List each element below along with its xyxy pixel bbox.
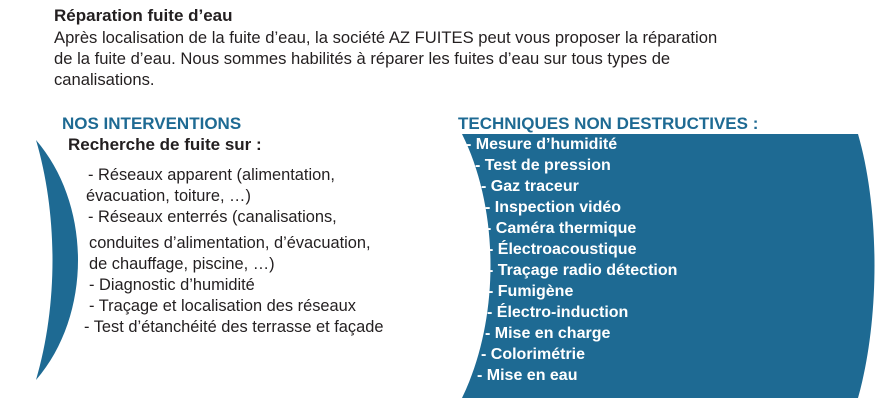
techniques-heading: TECHNIQUES NON DESTRUCTIVES : [458,114,759,133]
intro-line: canalisations. [54,70,155,89]
list-item: - Traçage radio détection [488,262,678,279]
list-item: - Mesure d’humidité [466,136,618,153]
list-item: - Électroacoustique [488,241,637,258]
list-item: - Test d’étanchéité des terrasse et façade [84,318,384,336]
section-title: Réparation fuite d’eau [54,6,233,25]
intro-line: de la fuite d’eau. Nous sommes habilités à réparer les fuites d’eau sur tous types de [54,49,671,68]
list-item: conduites d’alimentation, d’évacuation, [89,234,371,252]
interventions-heading: NOS INTERVENTIONS [62,114,242,133]
list-item: - Gaz traceur [481,178,579,195]
list-item: - Mise en eau [477,367,578,384]
intro-line: Après localisation de la fuite d’eau, la société AZ FUITES peut vous proposer la réparation [54,28,718,47]
list-item: de chauffage, piscine, …) [89,255,275,273]
list-item: - Réseaux enterrés (canalisations, [88,208,337,226]
list-item: - Colorimétrie [481,346,586,363]
interventions-subheading: Recherche de fuite sur : [68,135,262,154]
list-item: - Mise en charge [485,325,611,342]
list-item: - Réseaux apparent (alimentation, [88,166,335,184]
list-item: - Diagnostic d’humidité [89,276,255,294]
list-item: - Fumigène [488,283,574,300]
list-item: - Électro-induction [487,304,629,321]
list-item: - Inspection vidéo [485,199,622,216]
list-item: - Traçage et localisation des réseaux [89,297,356,315]
list-item: - Test de pression [475,157,611,174]
list-item: évacuation, toiture, …) [86,187,251,205]
list-item: - Caméra thermique [486,220,637,237]
